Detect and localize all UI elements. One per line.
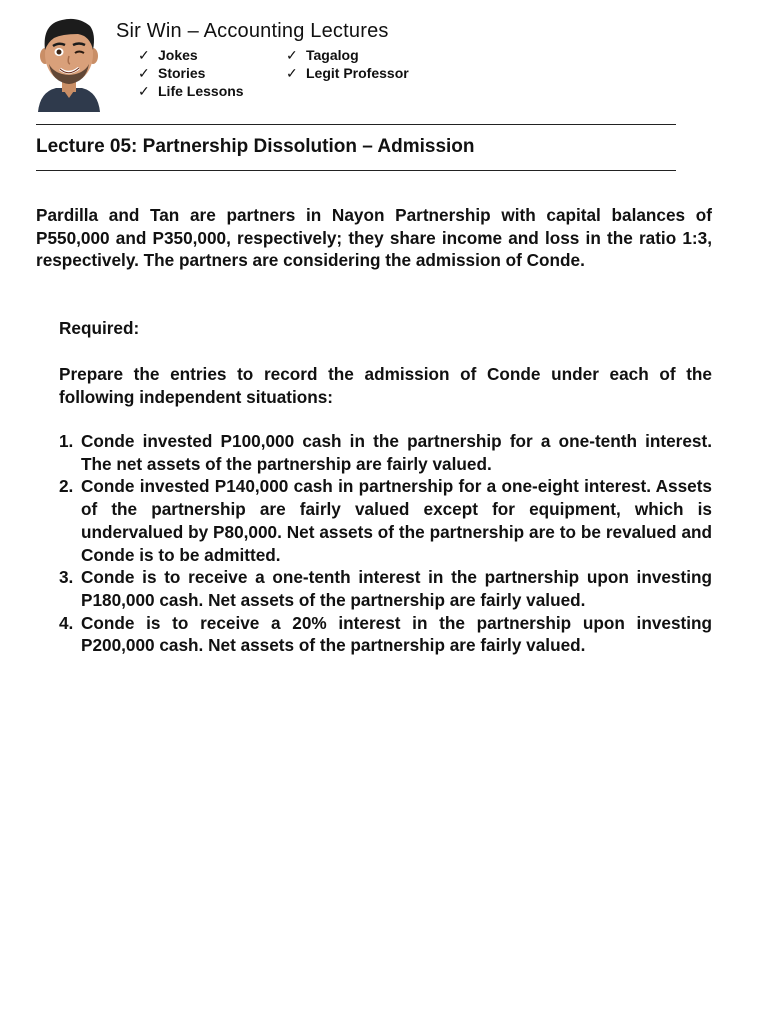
checklist-item: [286, 64, 409, 82]
checklist-item-label: Life Lessons: [158, 83, 244, 99]
divider-top: [36, 124, 676, 125]
checklist-column-2: [286, 46, 409, 82]
lecture-title: Lecture 05: Partnership Dissolution – Admission: [36, 136, 475, 157]
intro-paragraph: Pardilla and Tan are partners in Nayon Partnership with capital balances of P550,000 and P350,000, respectively; they share income and loss in the ratio 1:3, respectively. The partners are considering the admission of Conde.: [36, 205, 712, 271]
list-item: [59, 612, 712, 657]
checkmark-icon: ✓: [138, 65, 150, 81]
checkmark-icon: ✓: [138, 47, 150, 63]
checkmark-icon: ✓: [138, 83, 150, 99]
required-label: Required:: [59, 318, 140, 338]
list-item-number: 3.: [59, 567, 74, 588]
list-item-number: 2.: [59, 476, 74, 497]
checkmark-icon: ✓: [286, 47, 298, 63]
checklist-item: [286, 46, 409, 64]
avatar: [32, 12, 106, 112]
divider-bottom: [36, 170, 676, 171]
list-item: [59, 475, 712, 566]
checklist-item: [138, 46, 244, 64]
checklist-item-label: Legit Professor: [306, 65, 409, 81]
list-item-text: Conde invested P100,000 cash in the partnership for a one-tenth interest. The net assets of the partnership are fairly valued.: [81, 431, 712, 474]
list-item: [59, 566, 712, 611]
list-item-text: Conde is to receive a 20% interest in the partnership upon investing P200,000 cash. Net assets of the partnership are fairly valued.: [81, 612, 712, 656]
checkmark-icon: ✓: [286, 65, 298, 81]
list-item-text: Conde invested P140,000 cash in partnership for a one-eight interest. Assets of the partnership are fairly valued except for equipment, which is undervalued by P80,000. Net assets of the partnership are to be revalued and Conde is to be admitted.: [81, 476, 712, 565]
list-item-number: 4.: [59, 612, 74, 633]
situations-list: [59, 430, 712, 657]
header: [30, 10, 680, 115]
list-item: [59, 430, 712, 475]
checklist-column-1: [138, 46, 244, 100]
checklist-item-label: Tagalog: [306, 47, 359, 63]
checklist-item: [138, 82, 244, 100]
list-item-number: 1.: [59, 431, 74, 451]
instruction-paragraph: Prepare the entries to record the admission of Conde under each of the following independent situations:: [59, 364, 712, 407]
checklist-item-label: Stories: [158, 65, 206, 81]
list-item-text: Conde is to receive a one-tenth interest in the partnership upon investing P180,000 cash. Net assets of the partnership are fairly valued.: [81, 567, 712, 610]
checklist-item: [138, 64, 244, 82]
checklist-item-label: Jokes: [158, 47, 198, 63]
header-title: Sir Win – Accounting Lectures: [116, 20, 389, 42]
